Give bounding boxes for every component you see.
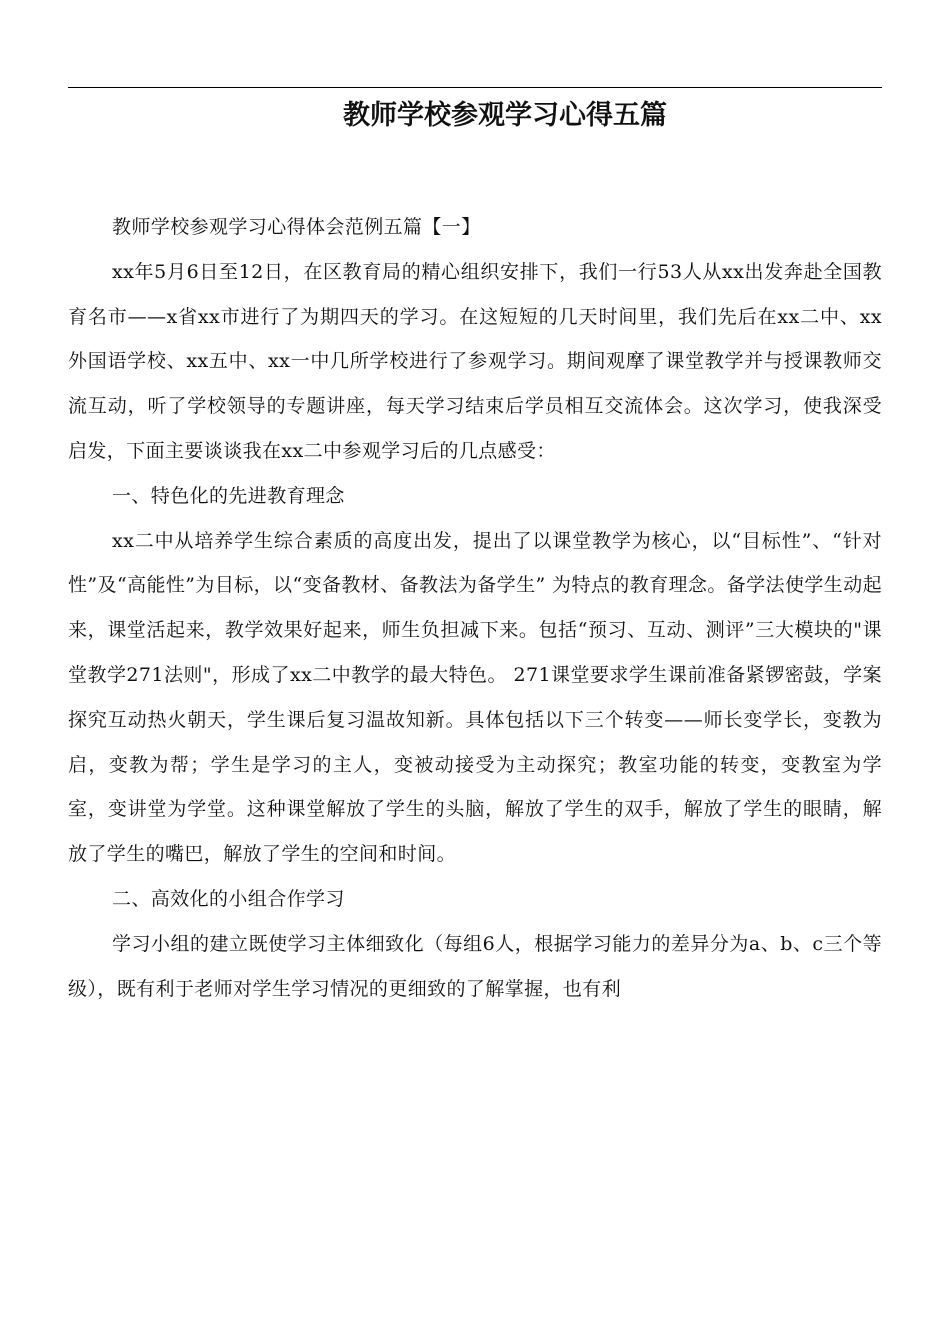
body-paragraph: xx年5月6日至12日，在区教育局的精心组织安排下，我们一行53人从xx出发奔赴全国教育名市——x省xx市进行了为期四天的学习。在这短短的几天时间里，我们先后在xx二中、xx外国语学校、xx五中、xx一中几所学校进行了参观学习。期间观摩了课堂教学并与授课教师交流互动，听了学校领导的专题讲座，每天学习结束后学员相互交流体会。这次学习，使我深受启发，下面主要谈谈我在xx二中参观学习后的几点感受： — [68, 260, 882, 462]
section-heading: 二、高效化的小组合作学习 — [112, 887, 345, 910]
article-subtitle: 教师学校参观学习心得体会范例五篇【一】 — [112, 216, 481, 238]
header-rule — [68, 87, 882, 88]
document-body — [68, 205, 882, 1011]
body-paragraph: 学习小组的建立既使学习主体细致化（每组6人，根据学习能力的差异分为a、b、c三个等级），既有利于老师对学生学习情况的更细致的了解掌握，也有利 — [68, 932, 882, 1000]
document-title: 教师学校参观学习心得五篇 — [343, 100, 667, 131]
body-paragraph: xx二中从培养学生综合素质的高度出发，提出了以课堂教学为核心，以“目标性”、“针对性”及“高能性”为目标，以“变备教材、备教法为备学生” 为特点的教育理念。备学法使学生动起来，课堂活起来，教学效果好起来，师生负担减下来。包括“预习、互动、测评”三大模块的"课堂教学271法则"，形成了xx二中教学的最大特色。 271课堂要求学生课前准备紧锣密鼓，学案探究互动热火朝天，学生课后复习温故知新。具体包括以下三个转变——师长变学长，变教为启，变教为帮；学生是学习的主人，变被动接受为主动探究；教室功能的转变，变教室为学室，变讲堂为学堂。这种课堂解放了学生的头脑，解放了学生的双手，解放了学生的眼睛，解放了学生的嘴巴，解放了学生的空间和时间。 — [68, 529, 882, 866]
section-heading: 一、特色化的先进教育理念 — [112, 484, 345, 507]
